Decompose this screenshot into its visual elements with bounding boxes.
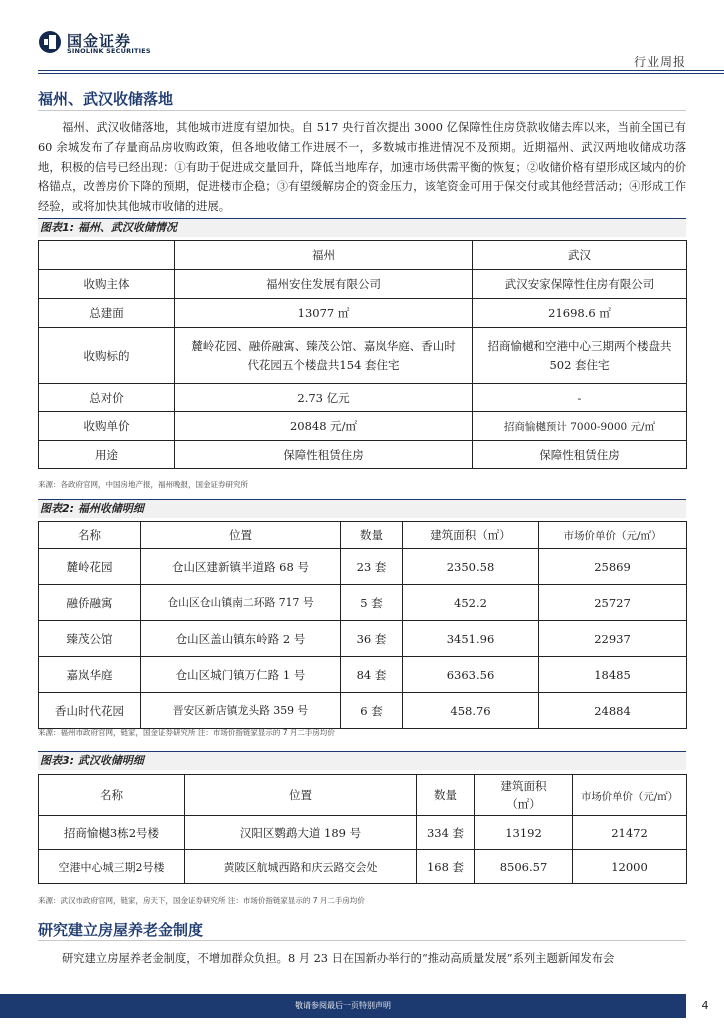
header-rule [38, 70, 724, 71]
figure-source: 来源：福州市政府官网，链家，国金证券研究所 注：市场价指链家显示的 7 月二手房均价 [38, 728, 335, 737]
table-cell: 452.2 [403, 585, 539, 621]
table-cell: 收购标的 [39, 328, 175, 384]
table-header-cell: 名称 [39, 522, 141, 549]
table-header-cell: 武汉 [473, 241, 687, 270]
table-cell: 黄陂区航城西路和庆云路交会处 [185, 850, 417, 884]
figure-caption: 图表3: 武汉收储明细 [38, 752, 686, 770]
table-header-cell: 位置 [185, 775, 417, 816]
table-cell: 福州安住发展有限公司 [175, 270, 473, 299]
table-cell: 收购单价 [39, 412, 175, 441]
table-cell: 458.76 [403, 693, 539, 729]
table-header-cell: 建筑面积（㎡） [403, 522, 539, 549]
table-cell: 5 套 [341, 585, 403, 621]
table-cell: 臻茂公馆 [39, 621, 141, 657]
figure-caption: 图表2: 福州收储明细 [38, 500, 686, 518]
table-row [39, 657, 687, 693]
table-cell: 武汉安家保障性住房有限公司 [473, 270, 687, 299]
header-rule-secondary [38, 73, 724, 74]
table-row [39, 328, 687, 384]
table-cell: 香山时代花园 [39, 693, 141, 729]
table-cell: 20848 元/㎡ [175, 412, 473, 441]
table-cell: 21472 [573, 816, 687, 850]
table-cell: 24884 [539, 693, 687, 729]
table-cell: 2350.58 [403, 549, 539, 585]
table-header-cell [39, 241, 175, 270]
paragraph-text: 福州、武汉收储落地，其他城市进度有望加快。自 517 央行首次提出 3000 亿保障性住房贷款收储去库以来，当前全国已有 60 余城发布了存量商品房收购政策，但各地收储工作进展不一，多数城市推进情况不及预期。近期福州、武汉两地收储成功落地，积极的信号已经出现：①有助于促进成交量回升，降低当地库存，加速市场供需平衡的恢复；②收储价格有望形成区域内的价格锚点，改善房价下降的预期，促进楼市企稳；③有望缓解房企的资金压力，该笔资金可用于保交付或其他经营活动；④形成工作经验，或将加快其他城市收储的进展。 [38, 121, 686, 214]
table-cell: 空港中心城三期2号楼 [39, 850, 185, 884]
table-header-cell: 建筑面积（㎡） [475, 775, 573, 816]
table-cell: 22937 [539, 621, 687, 657]
figure-caption: 图表1: 福州、武汉收储情况 [38, 219, 686, 237]
table-row [39, 621, 687, 657]
table-row [39, 549, 687, 585]
table-row [39, 299, 687, 328]
table-row [39, 384, 687, 412]
table-row [39, 412, 687, 441]
table-cell: 招商愉樾3栋2号楼 [39, 816, 185, 850]
table-cell: 嘉岚华庭 [39, 657, 141, 693]
table-cell: 保障性租赁住房 [175, 441, 473, 469]
table-cell: 18485 [539, 657, 687, 693]
logo-text: 国金证券 [67, 32, 132, 50]
figure-source: 来源：各政府官网，中国房地产报，福州晚报，国金证券研究所 [38, 480, 248, 489]
table-cell: 仓山区仓山镇南二环路 717 号 [141, 585, 341, 621]
section-title-storage: 福州、武汉收储落地 [38, 90, 174, 108]
table-cell: 23 套 [341, 549, 403, 585]
section-paragraph [38, 118, 686, 217]
section-title-pension: 研究建立房屋养老金制度 [38, 921, 204, 939]
table-header-row [39, 522, 687, 549]
fuzhou-wuhan-summary-table [38, 240, 687, 469]
table-cell: 8506.57 [475, 850, 573, 884]
table-header-row [39, 775, 687, 816]
table-cell: 收购主体 [39, 270, 175, 299]
table-row [39, 585, 687, 621]
logo-icon [38, 30, 62, 54]
section-divider [38, 940, 686, 941]
table-cell: 总建面 [39, 299, 175, 328]
document-type: 行业周报 [633, 55, 686, 69]
table-cell: 334 套 [417, 816, 475, 850]
table-header-cell: 数量 [417, 775, 475, 816]
table-cell: 融侨融寓 [39, 585, 141, 621]
table-cell: 仓山区盖山镇东岭路 2 号 [141, 621, 341, 657]
table-cell: 168 套 [417, 850, 475, 884]
table-cell: 84 套 [341, 657, 403, 693]
section-paragraph [38, 949, 686, 969]
table-cell: 6 套 [341, 693, 403, 729]
table-header-cell: 位置 [141, 522, 341, 549]
table-cell: 25727 [539, 585, 687, 621]
table-cell: 麓岭花园 [39, 549, 141, 585]
footer-disclaimer: 敬请参阅最后一页特别声明 [295, 1001, 391, 1010]
table-row [39, 441, 687, 469]
page-number: 4 [701, 999, 709, 1012]
table-cell: 13192 [475, 816, 573, 850]
table-cell: 麓岭花园、融侨融寓、臻茂公馆、嘉岚华庭、香山时代花园五个楼盘共154 套住宅 [175, 328, 473, 384]
table-header-cell: 福州 [175, 241, 473, 270]
logo-subtext: SINOLINK SECURITIES [67, 47, 151, 55]
table-header-cell: 数量 [341, 522, 403, 549]
table-cell: 保障性租赁住房 [473, 441, 687, 469]
table-cell: 25869 [539, 549, 687, 585]
table-cell: 6363.56 [403, 657, 539, 693]
table-cell: 仓山区建新镇半道路 68 号 [141, 549, 341, 585]
table-cell: 36 套 [341, 621, 403, 657]
table-cell: - [473, 384, 687, 412]
table-header-cell: 名称 [39, 775, 185, 816]
table-cell: 2.73 亿元 [175, 384, 473, 412]
table-cell: 招商愉樾预计 7000-9000 元/㎡ [473, 412, 687, 441]
table-row [39, 693, 687, 729]
table-cell: 总对价 [39, 384, 175, 412]
section-divider [38, 110, 686, 111]
table-cell: 汉阳区鹦鹉大道 189 号 [185, 816, 417, 850]
table-cell: 晋安区新店镇龙头路 359 号 [141, 693, 341, 729]
table-row [39, 270, 687, 299]
table-row [39, 816, 687, 850]
figure-source: 来源：武汉市政府官网，链家，房天下，国金证券研究所 注：市场价指链家显示的 7 月二手房均价 [38, 896, 365, 905]
table-cell: 仓山区城门镇万仁路 1 号 [141, 657, 341, 693]
paragraph-text: 研究建立房屋养老金制度，不增加群众负担。8 月 23 日在国新办举行的“推动高质量发展”系列主题新闻发布会 [62, 952, 615, 965]
table-cell: 招商愉樾和空港中心三期两个楼盘共 502 套住宅 [473, 328, 687, 384]
table-cell: 用途 [39, 441, 175, 469]
wuhan-detail-table [38, 774, 687, 884]
table-cell: 3451.96 [403, 621, 539, 657]
table-header-row [39, 241, 687, 270]
fuzhou-detail-table [38, 521, 687, 729]
table-cell: 13077 ㎡ [175, 299, 473, 328]
table-header-cell: 市场价单价（元/㎡） [539, 522, 687, 549]
table-header-cell: 市场价单价（元/㎡） [573, 775, 687, 816]
table-cell: 21698.6 ㎡ [473, 299, 687, 328]
table-row [39, 850, 687, 884]
table-cell: 12000 [573, 850, 687, 884]
